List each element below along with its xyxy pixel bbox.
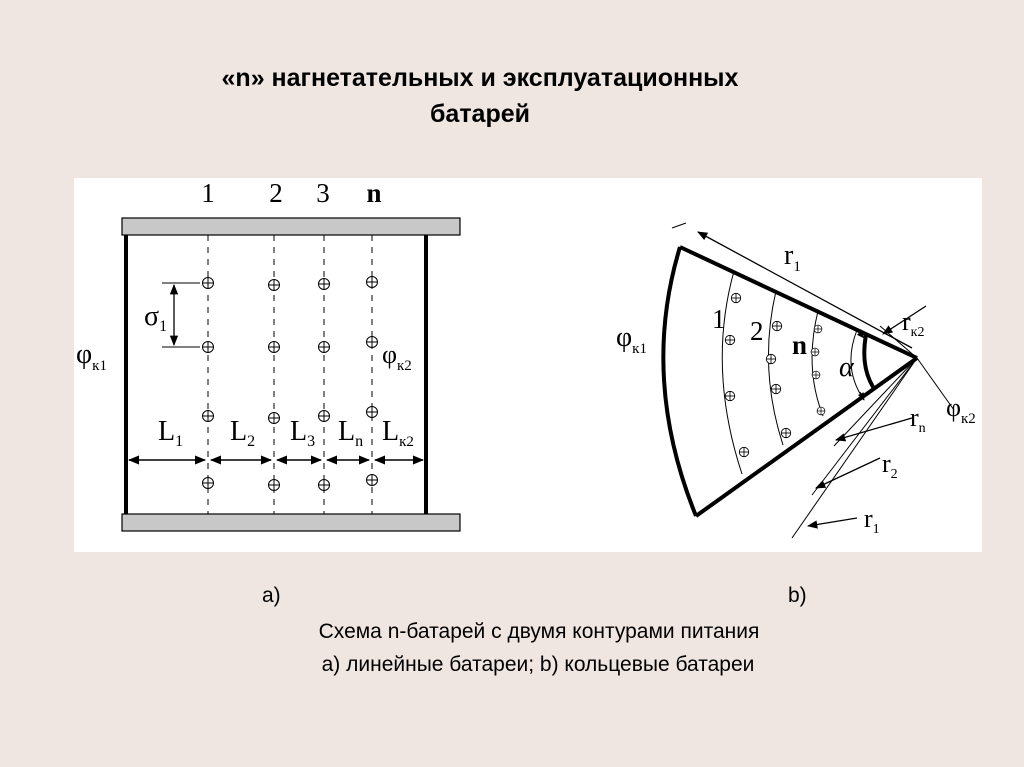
distance-label-l1: $L_1$: [158, 416, 184, 450]
distance-label-l3: $L_3$: [290, 416, 316, 450]
radius-label-r2: $r_2$: [882, 449, 898, 482]
ring-wells-1: [725, 293, 748, 456]
radius-label-rk2: $r_{к2}$: [902, 307, 925, 340]
ring-battery-label-n: n: [792, 330, 808, 360]
caption-line-1: Схема n-батарей с двумя контурами питания: [318, 620, 760, 643]
r2-ext: [812, 358, 917, 495]
title-line-2: батарей: [429, 100, 531, 128]
inner-contour-arc: [864, 335, 875, 390]
ring-battery-label-2: 2: [750, 316, 764, 346]
ring-contour-outer-label: $\varphi_{к1}$: [616, 322, 647, 357]
radius-arrow-r2: [816, 458, 880, 488]
linear-scheme: [76, 178, 460, 531]
ring-battery-arc-2: [768, 291, 783, 445]
slide-title: [0, 60, 960, 132]
battery-label-1: 1: [201, 178, 215, 208]
title-line-1: «n» нагнетательных и эксплуатационных: [221, 64, 739, 92]
contour-left-label: $\varphi_{к1}$: [76, 339, 107, 374]
ring-scheme: [616, 223, 976, 538]
distance-label-ln: $L_n$: [338, 416, 364, 450]
caption-line-2: а) линейные батареи; b) кольцевые батареи: [321, 653, 755, 676]
radius-arrow-rn: [836, 418, 912, 440]
radius-arrow-r1: [808, 518, 857, 526]
caption-label-a: а): [262, 584, 281, 607]
radius-label-r1: $r_1$: [864, 504, 880, 537]
ring-contour-inner-label: $\varphi_{к2}$: [946, 393, 976, 427]
battery-label-3: 3: [316, 178, 330, 208]
top-boundary: [122, 218, 460, 235]
figure-panel: [74, 178, 982, 552]
battery-schemes-diagram: [74, 178, 982, 552]
battery-label-n: n: [366, 178, 382, 208]
r1-top-tick: [672, 223, 686, 228]
sigma-label: $\sigma_1$: [144, 301, 168, 335]
sector-side-bottom: [696, 358, 917, 516]
caption-label-b: b): [788, 584, 807, 607]
contour-right-label: $\varphi_{к2}$: [382, 340, 412, 374]
distance-label-lk2: $L_{к2}$: [382, 416, 414, 450]
ring-battery-label-1: 1: [712, 304, 726, 334]
distance-label-l2: $L_2$: [230, 416, 256, 450]
radius-label-r1-top: $r_1$: [784, 240, 801, 275]
bottom-boundary: [122, 514, 460, 531]
radius-label-rn: $r_n$: [910, 403, 926, 436]
r1-ext: [792, 358, 917, 538]
outer-contour-arc: [663, 247, 696, 516]
angle-label: α: [839, 352, 854, 383]
battery-label-2: 2: [269, 178, 283, 208]
